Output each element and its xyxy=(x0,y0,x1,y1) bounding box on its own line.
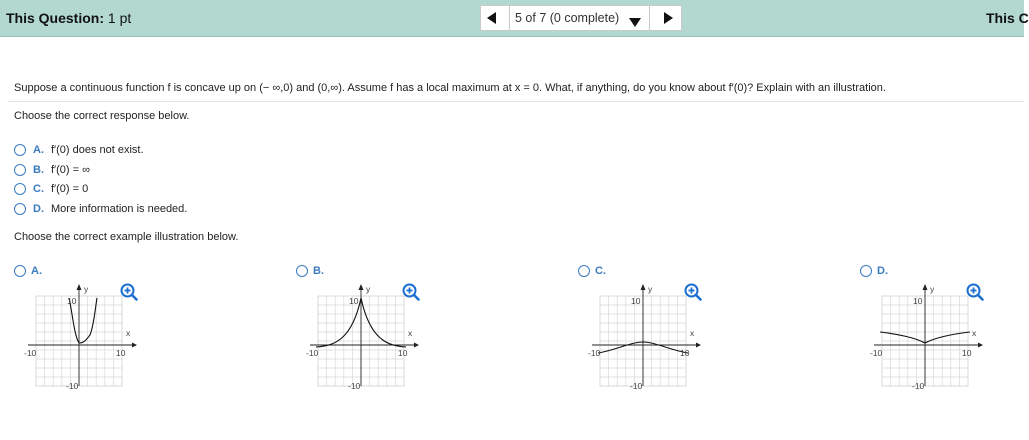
y-tick-label: 10 xyxy=(631,296,641,306)
option-letter: C. xyxy=(33,183,44,195)
question-label: This Question: xyxy=(6,10,104,26)
response-option-c[interactable] xyxy=(14,181,88,197)
illustration-option-c[interactable] xyxy=(578,263,606,279)
radio-button[interactable] xyxy=(14,203,26,215)
y-tick-label: -10 xyxy=(66,381,79,391)
x-axis-label: x xyxy=(408,328,413,338)
radio-button[interactable] xyxy=(860,265,872,277)
axis-labels xyxy=(24,284,131,391)
x-axis-label: x xyxy=(690,328,695,338)
option-letter: D. xyxy=(877,265,888,277)
progress-dropdown[interactable] xyxy=(629,14,641,32)
question-progress[interactable]: 5 of 7 (0 complete) xyxy=(515,11,620,25)
right-triangle-icon xyxy=(663,12,673,24)
left-triangle-icon xyxy=(487,12,497,24)
next-panel-label: This C xyxy=(986,10,1029,26)
x-tick-label: -10 xyxy=(306,348,319,358)
option-letter: A. xyxy=(31,265,42,277)
zoom-in-icon[interactable] xyxy=(402,283,420,301)
x-axis-label: x xyxy=(126,328,131,338)
axis-labels xyxy=(870,284,977,391)
y-axis-label: y xyxy=(84,284,89,294)
radio-button[interactable] xyxy=(578,265,590,277)
axis-labels xyxy=(588,284,695,391)
x-tick-label: 10 xyxy=(680,348,690,358)
question-points xyxy=(6,10,131,26)
illustration-option-b[interactable] xyxy=(296,263,324,279)
illustration-prompt: Choose the correct example illustration below. xyxy=(14,231,239,243)
radio-button[interactable] xyxy=(296,265,308,277)
points-value: 1 pt xyxy=(107,10,132,26)
response-option-d[interactable] xyxy=(14,201,187,217)
x-axis-label: x xyxy=(972,328,977,338)
option-letter: C. xyxy=(595,265,606,277)
response-prompt: Choose the correct response below. xyxy=(14,110,190,122)
radio-button[interactable] xyxy=(14,144,26,156)
y-tick-label: 10 xyxy=(67,296,77,306)
option-text: f′(0) = 0 xyxy=(51,183,89,195)
option-letter: A. xyxy=(33,144,44,156)
y-tick-label: -10 xyxy=(630,381,643,391)
x-tick-label: -10 xyxy=(588,348,601,358)
illustration-option-d[interactable] xyxy=(860,263,888,279)
option-letter: B. xyxy=(313,265,324,277)
y-tick-label: 10 xyxy=(349,296,359,306)
zoom-in-icon[interactable] xyxy=(684,283,702,301)
response-option-b[interactable] xyxy=(14,162,90,178)
radio-button[interactable] xyxy=(14,265,26,277)
radio-button[interactable] xyxy=(14,164,26,176)
nav-divider xyxy=(649,6,650,30)
option-text: f′(0) = ∞ xyxy=(51,164,90,176)
y-tick-label: -10 xyxy=(912,381,925,391)
x-tick-label: 10 xyxy=(116,348,126,358)
zoom-in-icon[interactable] xyxy=(120,283,138,301)
nav-divider xyxy=(509,6,510,30)
radio-button[interactable] xyxy=(14,183,26,195)
x-tick-label: -10 xyxy=(24,348,37,358)
option-letter: D. xyxy=(33,203,44,215)
illustration-option-a[interactable] xyxy=(14,263,42,279)
response-option-a[interactable] xyxy=(14,142,144,158)
y-axis-label: y xyxy=(648,284,653,294)
y-axis-label: y xyxy=(366,284,371,294)
axis-labels xyxy=(306,284,413,391)
zoom-in-icon[interactable] xyxy=(966,283,984,301)
x-tick-label: 10 xyxy=(962,348,972,358)
x-tick-label: 10 xyxy=(398,348,408,358)
previous-question-button[interactable] xyxy=(481,6,503,30)
x-tick-label: -10 xyxy=(870,348,883,358)
down-triangle-icon xyxy=(629,18,641,27)
y-axis-label: y xyxy=(930,284,935,294)
question-navigator xyxy=(480,5,682,31)
question-divider xyxy=(8,101,1024,102)
question-header-bar xyxy=(0,0,1029,37)
y-tick-label: 10 xyxy=(913,296,923,306)
option-text: More information is needed. xyxy=(51,203,188,215)
next-question-button[interactable] xyxy=(657,6,679,30)
question-text: Suppose a continuous function f is concave up on (− ∞,0) and (0,∞). Assume f has a local maximum at x = 0. What, if anything, do you know about f′(0)? Explain with an illustration. xyxy=(14,82,886,94)
option-text: f′(0) does not exist. xyxy=(51,144,144,156)
option-letter: B. xyxy=(33,164,44,176)
y-tick-label: -10 xyxy=(348,381,361,391)
